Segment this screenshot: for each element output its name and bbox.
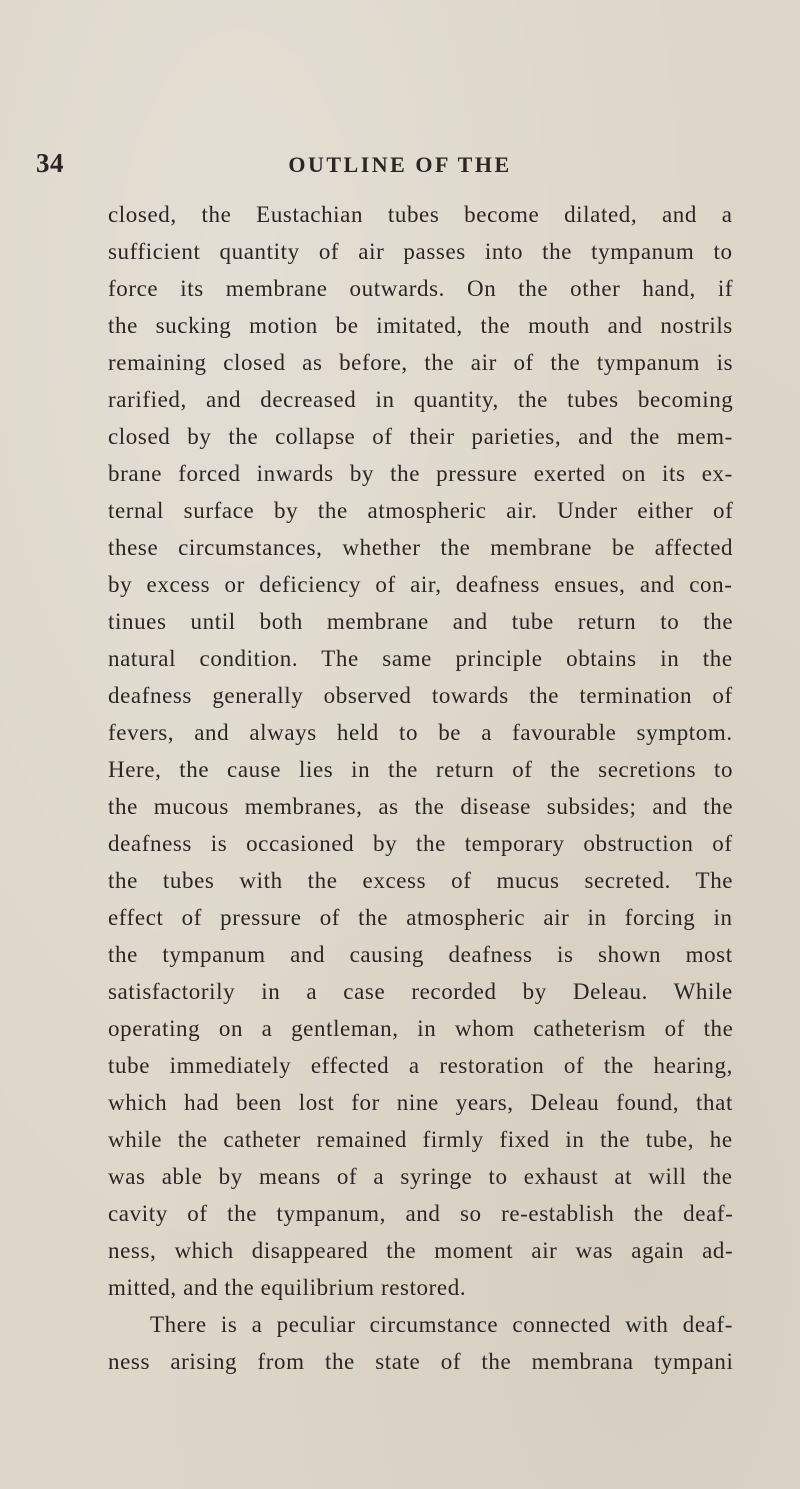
text-line: the sucking motion be imitated, the mouth and nostrils xyxy=(108,313,733,338)
text-line: these circumstances, whether the membrane be affected xyxy=(108,535,734,560)
text-line: which had been lost for nine years, Deleau found, that xyxy=(108,1090,733,1115)
text-line: the tubes with the excess of mucus secreted. The xyxy=(108,868,734,893)
page-header xyxy=(0,148,800,188)
text-line: the mucous membranes, as the disease subsides; and the xyxy=(108,794,734,819)
text-line: closed, the Eustachian tubes become dilated, and a xyxy=(108,202,733,227)
text-line: while the catheter remained firmly fixed in the tube, he xyxy=(108,1127,733,1152)
text-line: tube immediately effected a restoration of the hearing, xyxy=(108,1053,733,1078)
text-line: fevers, and always held to be a favourable symptom. xyxy=(108,720,733,745)
text-line: operating on a gentleman, in whom catheterism of the xyxy=(108,1016,734,1041)
text-line: the tympanum and causing deafness is shown most xyxy=(108,942,733,967)
text-line: by excess or deficiency of air, deafness ensues, and con- xyxy=(108,572,733,597)
text-line: deafness is occasioned by the temporary obstruction of xyxy=(108,831,733,856)
text-line: There is a peculiar circumstance connected with deaf- xyxy=(150,1312,733,1337)
page-number: 34 xyxy=(36,148,64,178)
text-line: ternal surface by the atmospheric air. Under either of xyxy=(108,498,734,523)
text-line: cavity of the tympanum, and so re-establish the deaf- xyxy=(108,1201,734,1226)
text-line: ness, which disappeared the moment air was again ad- xyxy=(108,1238,734,1263)
text-line: sufficient quantity of air passes into the tympanum to xyxy=(108,239,733,264)
text-line: ness arising from the state of the membrana tympani xyxy=(108,1349,734,1374)
text-line: brane forced inwards by the pressure exerted on its ex- xyxy=(108,461,733,486)
text-line: rarified, and decreased in quantity, the tubes becoming xyxy=(108,387,734,412)
text-line: Here, the cause lies in the return of the secretions to xyxy=(108,757,734,782)
text-line: remaining closed as before, the air of the tympanum is xyxy=(108,350,734,375)
text-line: mitted, and the equilibrium restored. xyxy=(108,1275,467,1300)
text-line: natural condition. The same principle obtains in the xyxy=(108,646,733,671)
text-line: was able by means of a syringe to exhaust at will the xyxy=(108,1164,733,1189)
text-line: force its membrane outwards. On the other hand, if xyxy=(108,276,734,301)
running-head: OUTLINE OF THE xyxy=(288,152,512,177)
text-line: tinues until both membrane and tube return to the xyxy=(108,609,734,634)
text-line: satisfactorily in a case recorded by Deleau. While xyxy=(108,979,733,1004)
text-line: closed by the collapse of their parieties, and the mem- xyxy=(108,424,733,449)
text-line: effect of pressure of the atmospheric air in forcing in xyxy=(108,905,733,930)
text-line: deafness generally observed towards the termination of xyxy=(108,683,733,708)
